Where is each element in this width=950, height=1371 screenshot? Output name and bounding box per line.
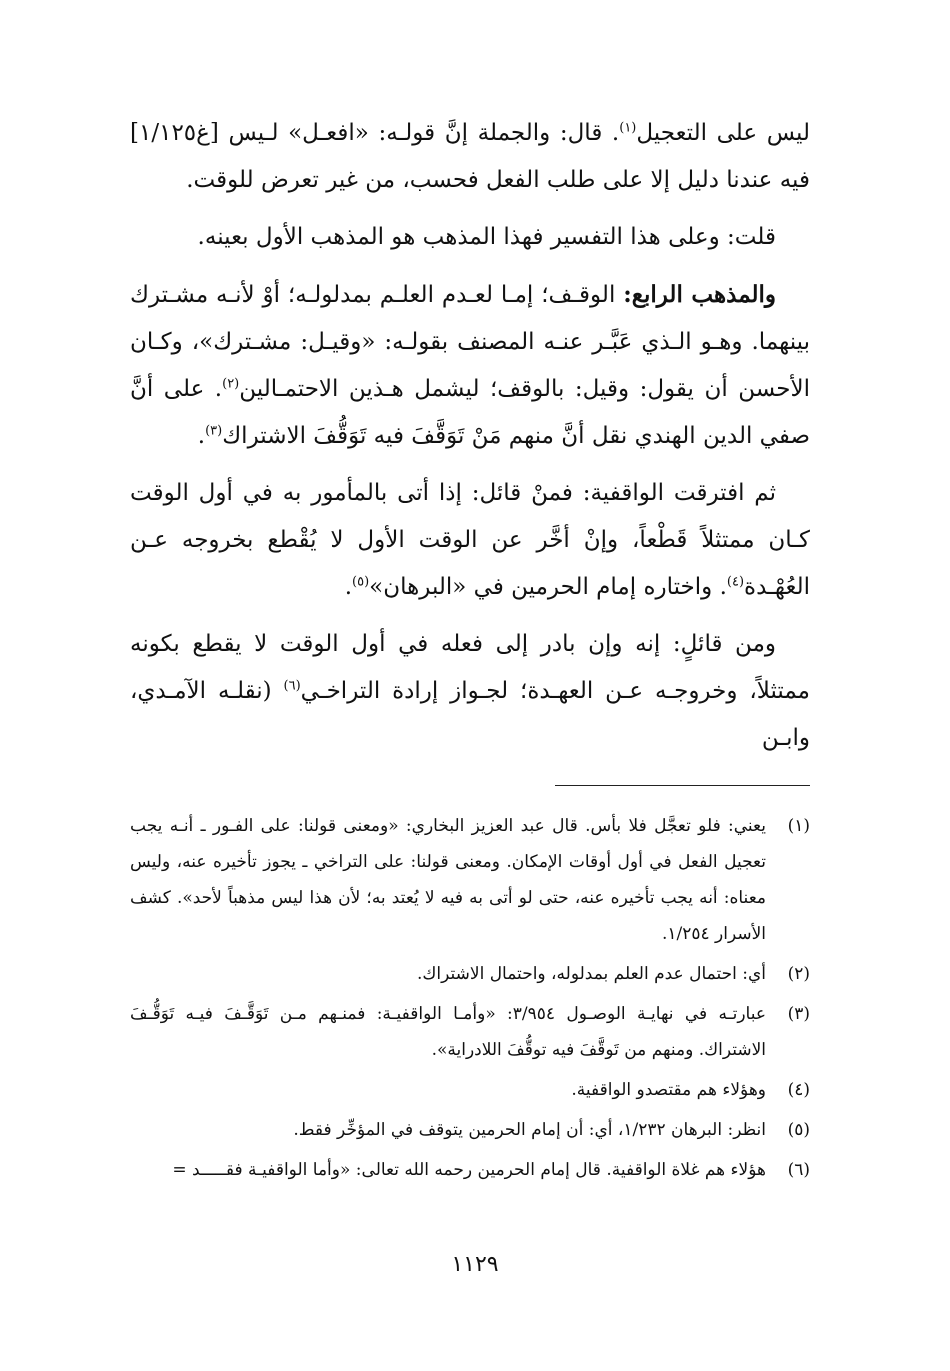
paragraph-3 [130,271,810,460]
footnote-number: (٦) [787,1160,810,1180]
paragraph-text: . [344,574,353,600]
paragraph-text: قلت: وعلى هذا التفسير فهذا المذهب هو المذهب الأول بعينه. [197,224,776,250]
footnote-number: (٢) [787,964,810,984]
footnote-text: هؤلاء هم غلاة الواقفية. قال إمام الحرمين رحمه الله تعالى: «وأما الواقفيـة فقـــــد = [172,1160,766,1180]
main-text [130,110,810,772]
footnotes [130,808,810,1192]
footnote-text: أي: احتمال عدم العلم بمدلوله، واحتمال الاشتراك. [416,964,766,984]
footnote-3 [130,996,810,1068]
footnote-text: وهؤلاء هم مقتصدو الواقفية. [571,1080,766,1100]
footnote-1 [130,808,810,952]
paragraph-1 [130,110,810,204]
paragraph-text: ومن قائلٍ: إنه وإن بادر إلى فعله في أول الوقت لا يقطع بكونه ممتثلاً، وخروجـه عـن العهـدة؛ لجـواز إرادة التراخـي [130,631,810,704]
footnote-ref[interactable]: (١) [619,120,637,136]
paragraph-text: . قال: والجملة إنَّ قولـه: «افعـل» لـيس [غ١/١٢٥] فيه عندنا دليل إلا على طلب الفعل فحسب، من غير تعرض للوقت. [130,120,810,193]
paragraph-4 [130,470,810,611]
paragraph-text: ثم افترقت الواقفية: فمنْ قائل: إذا أتى بالمأمور به في أول الوقت كـان ممتثلاً قَطْعاً، وإنْ أخَّر عن الوقت الأول لا يُقْطع بخروجه عـن العُهْـدة [130,480,810,600]
footnote-number: (١) [787,816,810,836]
paragraph-text: . واختاره إمام الحرمين في «البرهان» [369,574,727,600]
paragraph-text: ليس على التعجيل [636,120,811,146]
footnote-ref[interactable]: (٦) [283,678,301,694]
paragraph-text: . على أنَّ صفي الدين الهندي نقل أنَّ منهم مَنْ تَوَقَّفَ فيه تَوَقُّفَ الاشتراك [130,376,810,449]
footnote-ref[interactable]: (٥) [352,574,370,590]
footnote-5 [130,1112,810,1148]
footnote-2 [130,956,810,992]
footnote-6 [130,1152,810,1188]
page-number: ١١٢٩ [451,1252,499,1277]
paragraph-2 [130,214,810,261]
footnote-text: انظر: البرهان ١/٢٣٢، أي: أن إمام الحرمين يتوقف في المؤخِّر فقط. [293,1120,766,1140]
footnote-ref[interactable]: (٤) [726,574,745,590]
footnote-text: عبارتـه في نهايـة الوصـول ٣/٩٥٤: «وأمـا الواقفيـة: فمنـهم مـن تَوَقَّـفَ فيـه تَوَقُّـفَ الاشتراك. ومنهم من تَوقَّفَ فيه توقُّفَ اللادراية». [130,1004,766,1060]
paragraph-text: الوقـف؛ إمـا لعـدم العلـم بمدلولـه؛ أوْ لأنـه مشـترك بينهما. وهـو الـذي عَبَّـر عنـه المصنف بقولـه: «وقيـل: مشـترك»، وكـان الأحسن أن يقول: وقيل: بالوقف؛ ليشمل هـذين الاحتمـالين [130,282,810,402]
paragraph-text: (نقلـه الآمـدي، وابـن [130,678,810,751]
footnote-text: يعني: فلو تعجَّل فلا بأس. قال عبد العزيز البخاري: «ومعنى قولنا: على الفـور ـ أنـه يجب تعجيل الفعل في أول أوقات الإمكان. ومعنى قولنا: على التراخي ـ يجوز تأخيره عنه، وليس معناه: أنه يجب تأخيره عنه، حتى لو أتى به فيه لا يُعتد به؛ لأن هذا ليس مذهباً لأحد». كشف الأسرار ١/٢٥٤. [130,816,766,944]
footnote-number: (٣) [787,1004,810,1024]
paragraph-text: . [197,423,206,449]
footnote-4 [130,1072,810,1108]
footnote-number: (٤) [787,1080,810,1100]
paragraph-5 [130,621,810,762]
footnote-ref[interactable]: (٣) [205,423,223,439]
section-label: والمذهب الرابع: [623,281,776,308]
footnote-ref[interactable]: (٢) [222,376,240,392]
footnote-divider [555,785,810,786]
footnote-number: (٥) [787,1120,810,1140]
